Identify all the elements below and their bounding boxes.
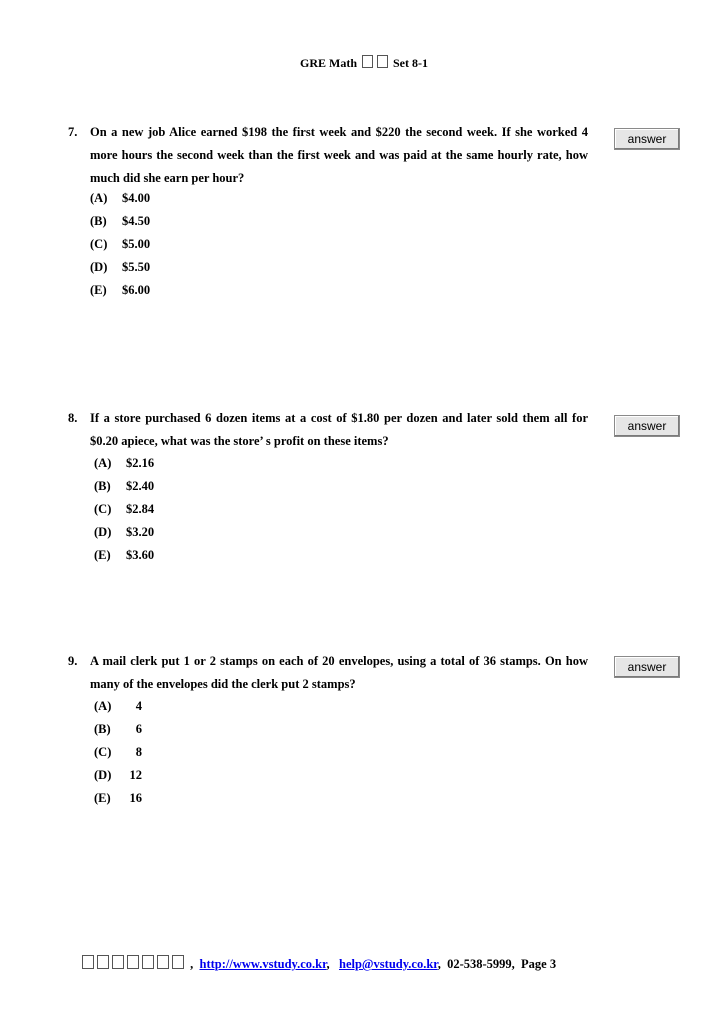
answer-button-q8[interactable]: answer	[614, 415, 680, 437]
unrendered-glyph	[172, 955, 184, 969]
unrendered-glyph	[377, 55, 388, 68]
unrendered-glyph	[142, 955, 154, 969]
page-footer: , http://www.vstudy.co.kr, help@vstudy.co.kr, 02-538-5999, Page 3	[82, 955, 642, 972]
question-number: 7.	[68, 125, 78, 139]
answer-button-q9[interactable]: answer	[614, 656, 680, 678]
option-c: (C) $5.00	[90, 237, 151, 251]
question-text: A mail clerk put 1 or 2 stamps on each of 20 envelopes, using a total of 36 stamps. On how many of the envelopes did the clerk put 2 stamps?	[90, 654, 588, 691]
option-c: (C) $2.84	[94, 502, 155, 516]
footer-sep: ,	[190, 957, 194, 971]
footer-page-number: Page 3	[521, 957, 557, 971]
footer-email-link[interactable]: help@vstudy.co.kr	[339, 957, 438, 971]
header-set: Set 8-1	[393, 56, 428, 70]
option-c: (C) 8	[94, 745, 142, 759]
unrendered-glyph	[127, 955, 139, 969]
option-d: (D) 12	[94, 768, 142, 782]
unrendered-glyph	[157, 955, 169, 969]
option-b: (B) $2.40	[94, 479, 155, 493]
unrendered-glyph	[112, 955, 124, 969]
option-b: (B) $4.50	[90, 214, 151, 228]
option-d: (D) $5.50	[90, 260, 151, 274]
question-text: If a store purchased 6 dozen items at a cost of $1.80 per dozen and later sold them all for $0.20 apiece, what was the store’ s profit on these items?	[90, 411, 588, 448]
option-b: (B) 6	[94, 722, 142, 736]
option-a: (A) $2.16	[94, 456, 155, 470]
question-number: 9.	[68, 654, 78, 668]
option-e: (E) $3.60	[94, 548, 155, 562]
page-header	[0, 55, 728, 71]
unrendered-glyph	[97, 955, 109, 969]
option-a: (A) $4.00	[90, 191, 151, 205]
question-text: On a new job Alice earned $198 the first week and $220 the second week. If she worked 4 more hours the second week than the first week and was paid at the same hourly rate, how much did she earn per hour?	[90, 125, 588, 185]
footer-phone: 02-538-5999	[447, 957, 512, 971]
answer-button-q7[interactable]: answer	[614, 128, 680, 150]
question-number: 8.	[68, 411, 78, 425]
unrendered-glyph	[82, 955, 94, 969]
unrendered-glyph	[362, 55, 373, 68]
option-e: (E) $6.00	[90, 283, 151, 297]
header-title: GRE Math	[300, 56, 357, 70]
option-e: (E) 16	[94, 791, 142, 805]
footer-url-link[interactable]: http://www.vstudy.co.kr	[199, 957, 327, 971]
option-d: (D) $3.20	[94, 525, 155, 539]
option-a: (A) 4	[94, 699, 142, 713]
